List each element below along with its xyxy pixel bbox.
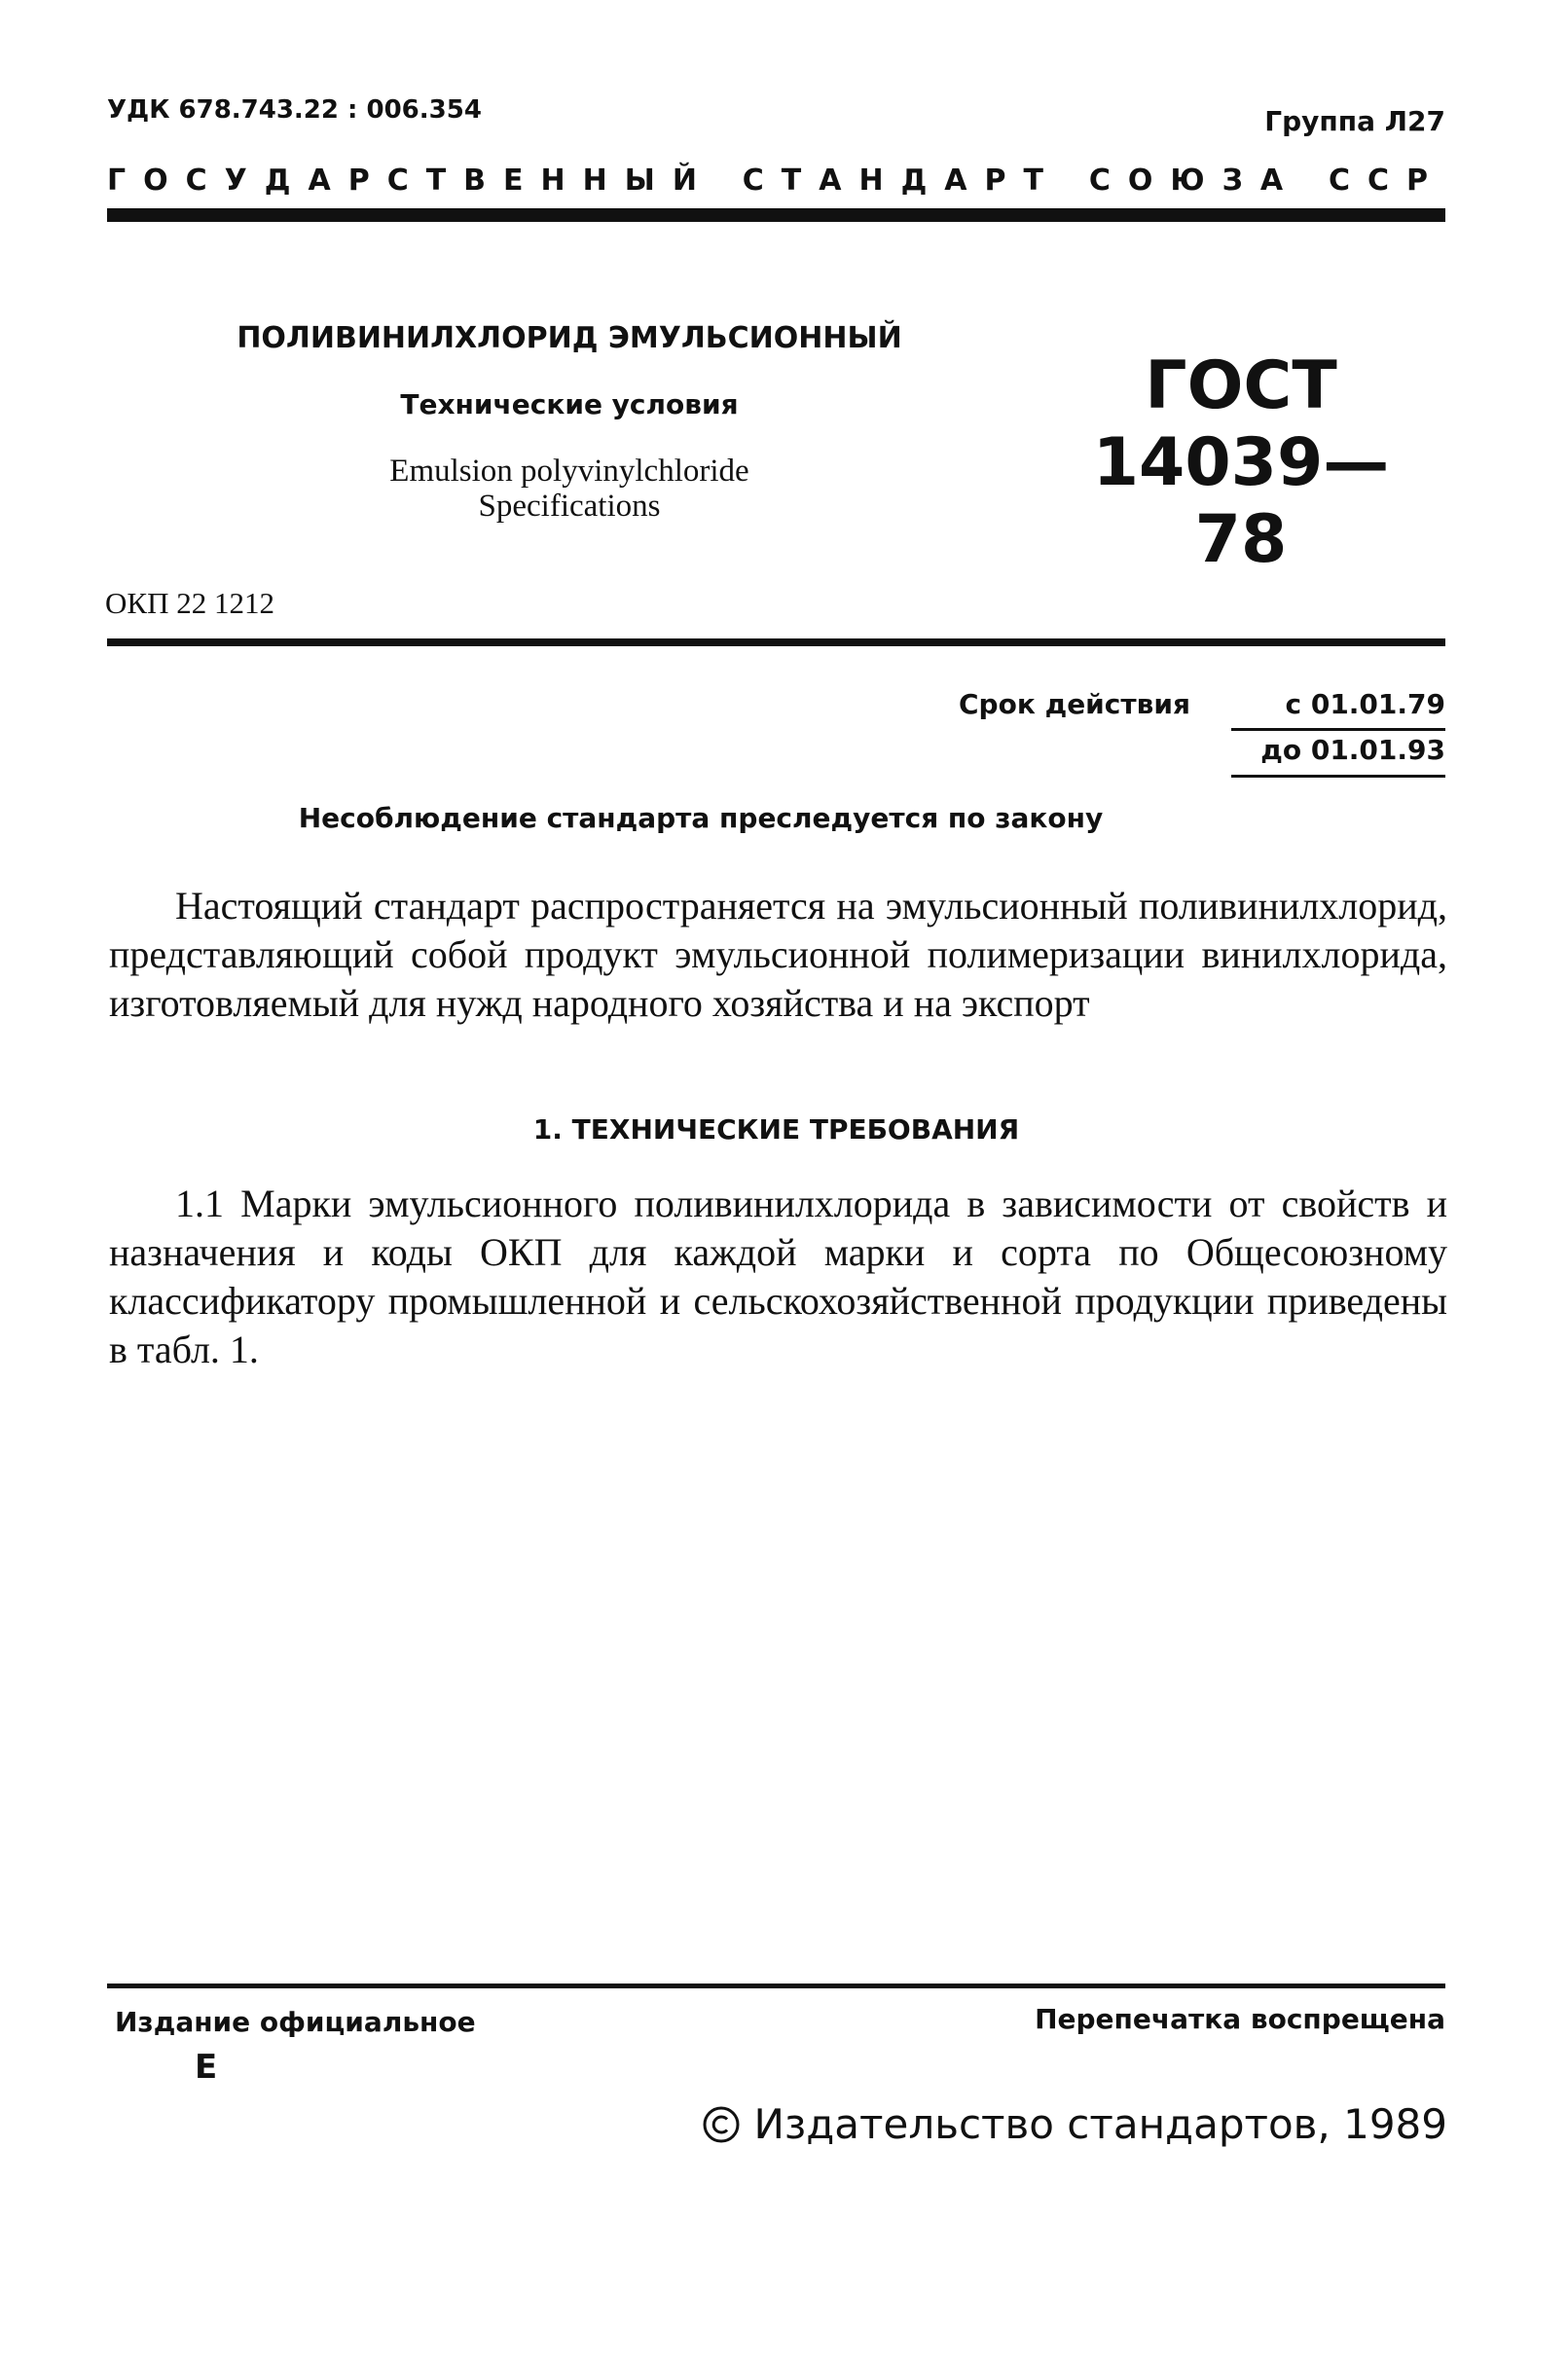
- edition-mark: Е: [195, 2048, 218, 2087]
- gost-label: ГОСТ: [1145, 347, 1337, 424]
- validity-underline: [1231, 775, 1445, 778]
- gost-number: 14039—78: [1092, 423, 1390, 578]
- validity-divider: [1231, 728, 1445, 731]
- validity-to: до 01.01.93: [1260, 734, 1445, 766]
- state-standard-word: СТАНДАРТ: [742, 164, 1061, 198]
- state-standard-word: ГОСУДАРСТВЕННЫЙ: [107, 164, 714, 198]
- bottom-rule: [107, 1984, 1445, 1988]
- copyright-text: Издательство стандартов, 1989: [753, 2100, 1447, 2148]
- copyright-line: [702, 2100, 1447, 2148]
- copyright-icon: [702, 2105, 741, 2144]
- compliance-notice: Несоблюдение стандарта преследуется по закону: [298, 802, 1104, 834]
- title-block: [195, 321, 944, 525]
- intro-paragraph: Настоящий стандарт распространяется на эмульсионный поливинилхлорид, представляющий собой продукт эмульсионной полимеризации винилхлорида, изготовляемый для нужд народного хозяйства и на экспорт: [109, 884, 1447, 1025]
- reprint-notice: Перепечатка воспрещена: [1035, 2003, 1445, 2035]
- state-standard-word: СОЮЗА: [1088, 164, 1301, 198]
- validity-from: с 01.01.79: [1285, 688, 1445, 720]
- edition-label: Издание официальное: [115, 2006, 476, 2038]
- document-title: ПОЛИВИНИЛХЛОРИД ЭМУЛЬСИОННЫЙ: [237, 321, 902, 355]
- state-standard-banner: [107, 164, 1445, 198]
- group-code: Группа Л27: [1264, 105, 1445, 137]
- gost-designation: [1051, 348, 1431, 579]
- validity-label: Срок действия: [959, 688, 1190, 720]
- english-subtitle: Specifications: [478, 489, 661, 525]
- okp-code: ОКП 22 1212: [105, 586, 274, 620]
- document-subtitle: Технические условия: [400, 388, 739, 420]
- section-heading: 1. ТЕХНИЧЕСКИЕ ТРЕБОВАНИЯ: [532, 1113, 1020, 1146]
- state-standard-word: ССР: [1328, 164, 1445, 198]
- middle-rule: [107, 638, 1445, 646]
- udk-code: УДК 678.743.22 : 006.354: [107, 95, 482, 125]
- top-rule: [107, 208, 1445, 222]
- clause-1-1: 1.1 Марки эмульсионного поливинилхлорида в зависимости от свойств и назначения и коды ОКП для каждой марки и сорта по Общесоюзному классификатору промышленной и сельскохозяйственной продукции приведены в табл. 1.: [109, 1182, 1447, 1371]
- english-title: Emulsion polyvinylchloride: [389, 454, 749, 489]
